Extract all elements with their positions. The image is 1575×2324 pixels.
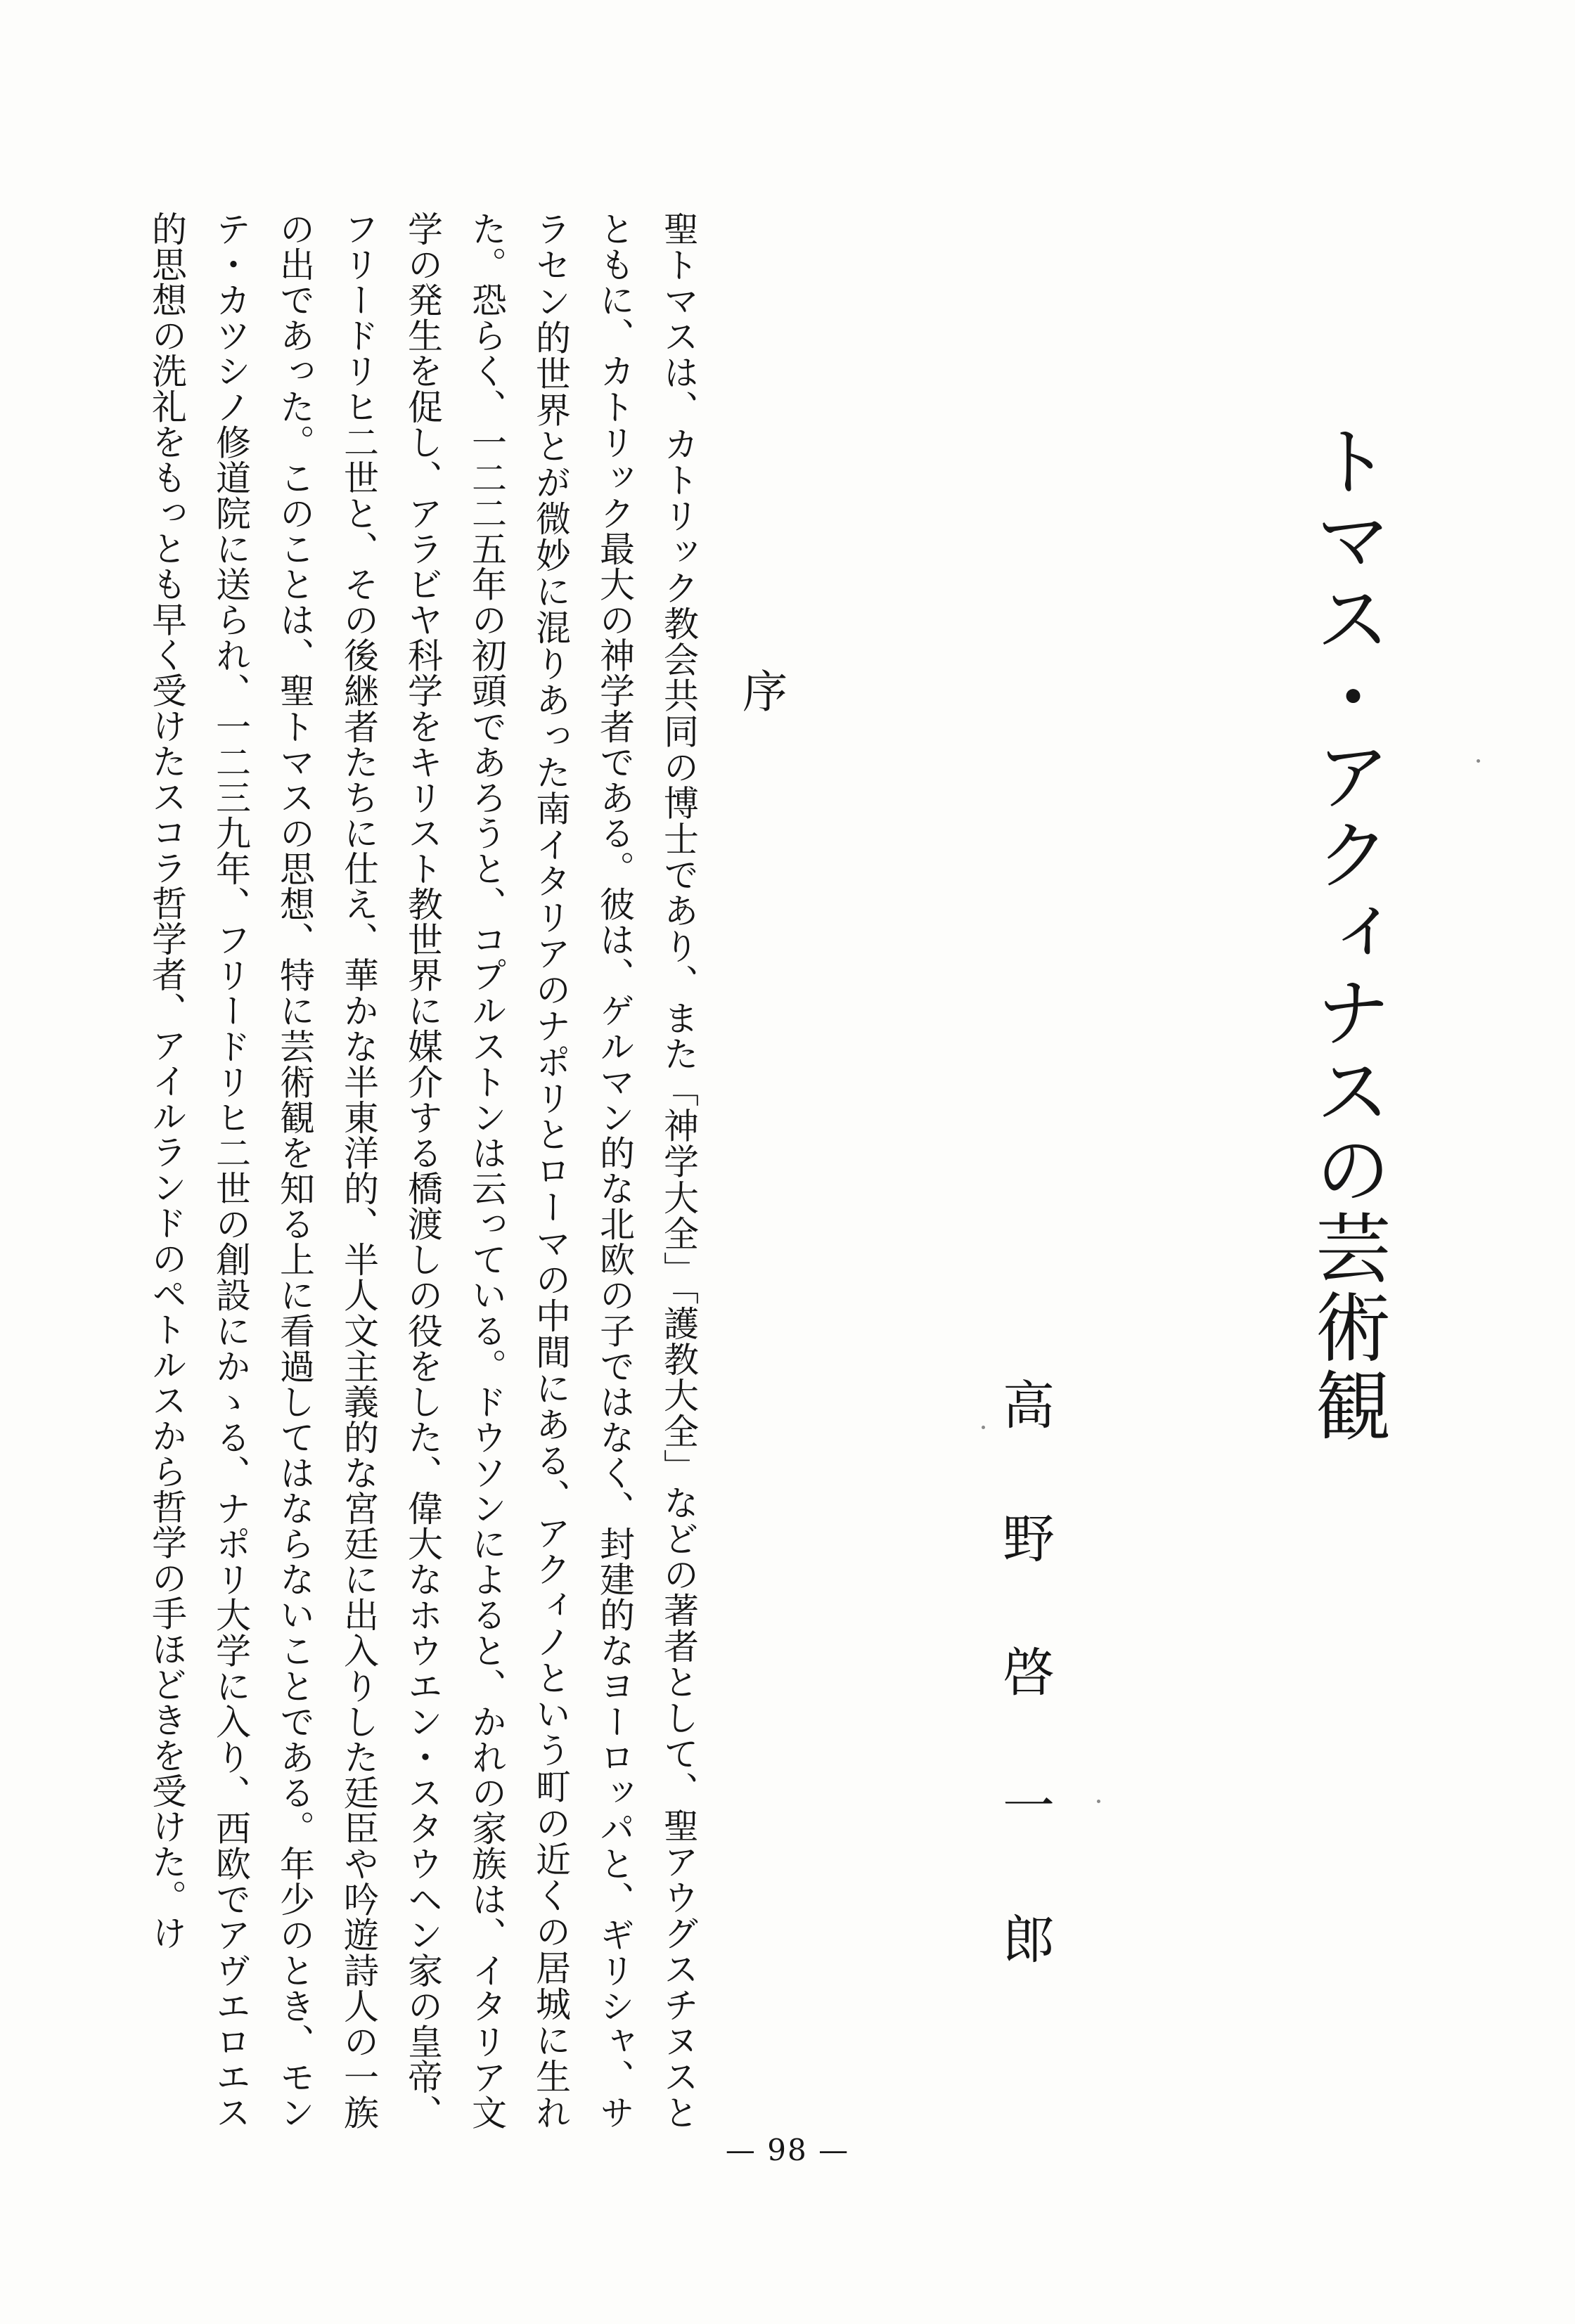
article-title: トマス・アクィナスの芸術観 — [1302, 422, 1390, 1445]
print-speck — [1477, 759, 1480, 763]
section-heading: 序 — [735, 668, 787, 713]
print-speck — [982, 1426, 985, 1429]
page-number: — 98 — — [725, 2133, 850, 2167]
author-name: 高野啓一郎 — [994, 1378, 1055, 2046]
body-text: 聖トマスは、カトリック教会共同の博士であり、また「神学大全」「護教大全」などの著者として、聖アウグスチヌスとともに、カトリック最大の神学者である。彼は、ゲルマン的な北欧の子ではなく、封建的なヨーロッパと、ギリシャ、サラセン的世界とが微妙に混りあった南イタリアのナポリとローマの中間にある、アクィノという町の近くの居城に生れた。恐らく、一二二五年の初頭であろうと、コプルストンは云っている。ドウソンによると、かれの家族は、イタリア文学の発生を促し、アラビヤ科学をキリスト教世界に媒介する橋渡しの役をした、偉大なホウエン・スタウヘン家の皇帝、フリードリヒ二世と、その後継者たちに仕え、華かな半東洋的、半人文主義的な宮廷に出入りした廷臣や吟遊詩人の一族の出であった。このことは、聖トマスの思想、特に芸術観を知る上に看過してはならないことである。年少のとき、モンテ・カツシノ修道院に送られ、一二三九年、フリードリヒ二世の創設にかゝる、ナポリ大学に入り、西欧でアヴエロエス的思想の洗礼をもっとも早く受けたスコラ哲学者、アイルランドのペトルスから哲学の手ほどきを受けた。け — [146, 211, 699, 2131]
print-speck — [1097, 1800, 1100, 1803]
